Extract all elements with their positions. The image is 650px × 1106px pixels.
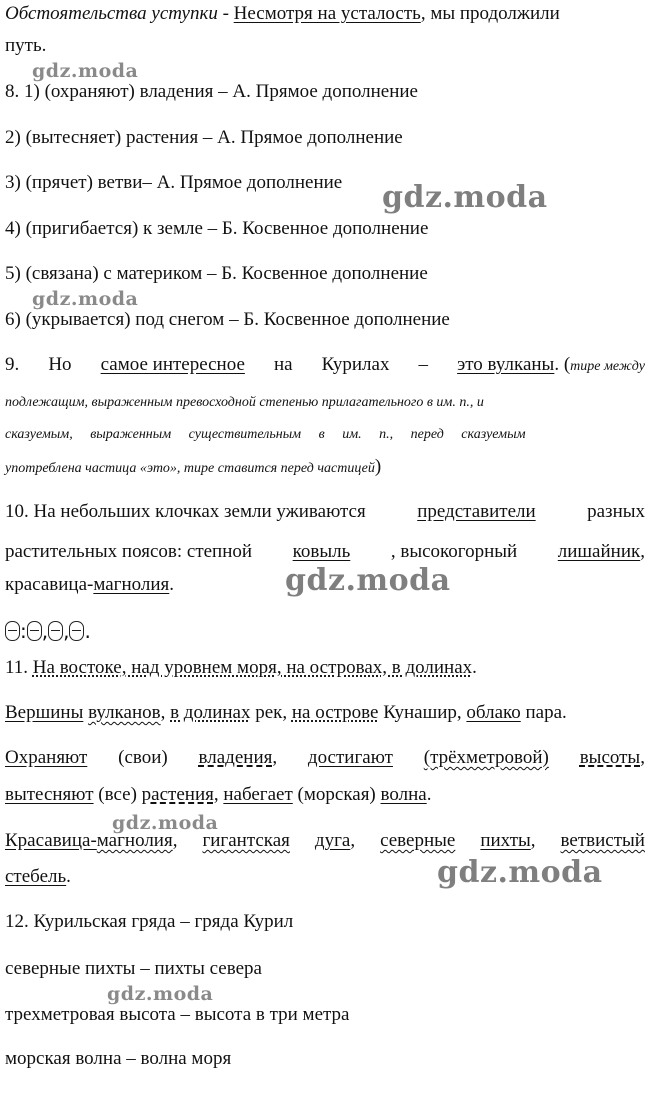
- predicate: набегает: [223, 784, 293, 805]
- text: ,: [350, 830, 356, 851]
- text: (морская): [297, 784, 376, 805]
- subject: лишайник: [557, 541, 641, 562]
- item-9-note-3: сказуемым, выраженным существительным в им. п., перед сказуемым: [5, 427, 526, 442]
- text: рек,: [255, 702, 288, 723]
- subject: представители: [417, 501, 536, 522]
- circle-icon: [48, 621, 63, 641]
- watermark: gdz.moda: [437, 855, 603, 890]
- item-8-2: 2) (вытесняет) растения – А. Прямое дополнение: [5, 127, 403, 148]
- watermark: gdz.moda: [112, 812, 219, 834]
- text: Курилах: [321, 354, 390, 375]
- text: , мы продолжили: [420, 3, 560, 24]
- item-11-line-4: [5, 783, 431, 807]
- watermark: gdz.moda: [32, 288, 139, 310]
- text: пара.: [525, 702, 567, 723]
- item-10-line-3: [5, 573, 174, 597]
- text: красавица-: [5, 574, 94, 595]
- watermark: gdz.moda: [285, 563, 451, 598]
- text: .: [472, 657, 477, 678]
- predicate: Охраняют: [5, 747, 88, 768]
- text: .: [66, 866, 71, 887]
- text: 11.: [5, 657, 29, 678]
- adverbial: на острове: [291, 702, 379, 723]
- item-11-line-2: [5, 701, 567, 725]
- text: .: [426, 784, 432, 805]
- subject: магнолия: [93, 574, 170, 595]
- attribute: ветвистый: [560, 830, 645, 851]
- item-8-5: 5) (связана) с материком – Б. Косвенное дополнение: [5, 263, 428, 284]
- subject: Вершины: [5, 702, 84, 723]
- circle-icon: [69, 621, 84, 641]
- text: .: [84, 619, 91, 643]
- text: ): [374, 456, 382, 477]
- watermark: gdz.moda: [32, 60, 139, 82]
- predicate: вытесняют: [5, 784, 94, 805]
- item-12-2: северные пихты – пихты севера: [5, 958, 262, 979]
- watermark: gdz.moda: [382, 180, 548, 215]
- text-line: путь.: [5, 35, 47, 56]
- text: ,: [172, 830, 178, 851]
- text: (все): [98, 784, 137, 805]
- subject: ковыль: [292, 541, 351, 562]
- text: на: [273, 354, 293, 375]
- item-11-line-6: [5, 865, 71, 889]
- item-12-4: морская волна – волна моря: [5, 1048, 232, 1069]
- predicate: это вулканы: [457, 354, 555, 375]
- item-11-line-3: [5, 746, 645, 770]
- text: ,: [640, 747, 645, 768]
- text: –: [418, 354, 429, 375]
- item-9-note-4: [5, 455, 381, 481]
- text: ,: [63, 619, 70, 643]
- circle-icon: [5, 621, 20, 641]
- item-12-3: трехметровая высота – высота в три метра: [5, 1004, 350, 1025]
- attribute: вулканов: [88, 702, 161, 723]
- text: ,: [530, 830, 536, 851]
- text: .: [169, 574, 175, 595]
- text: ,: [272, 747, 278, 768]
- item-9-line-1: [5, 353, 645, 379]
- sentence-scheme: [5, 619, 91, 643]
- subject: облако: [466, 702, 521, 723]
- watermark: gdz.moda: [107, 983, 214, 1005]
- item-11-line-5: [5, 829, 645, 853]
- predicate: достигают: [307, 747, 393, 768]
- text: растительных поясов: степной: [5, 541, 253, 562]
- text-line: [5, 2, 560, 26]
- text: Кунашир,: [383, 702, 462, 723]
- text: разных: [587, 501, 645, 522]
- item-10-line-2: [5, 540, 645, 564]
- text: . (: [554, 354, 571, 375]
- item-12-1: 12. Курильская гряда – гряда Курил: [5, 911, 294, 932]
- subject: стебель: [5, 866, 67, 887]
- clause-type-label: Обстоятельства уступки: [5, 3, 218, 24]
- text: , высокогорный: [390, 541, 518, 562]
- text: ,: [41, 619, 49, 643]
- note: тире между: [570, 359, 645, 374]
- note: употреблена частица «это», тире ставится перед частицей: [5, 461, 375, 476]
- text: -: [217, 3, 234, 24]
- attribute: гигантская: [202, 830, 290, 851]
- circle-icon: [27, 621, 42, 641]
- attribute: (трёхметровой): [423, 747, 549, 768]
- object: высоты: [579, 747, 641, 768]
- subject: пихты: [480, 830, 531, 851]
- adverbial: в долинах: [170, 702, 251, 723]
- adverbial: На востоке, над уровнем моря, на островах, в долинах: [32, 657, 473, 678]
- text: Но: [48, 354, 72, 375]
- object: владения: [198, 747, 273, 768]
- text: 9.: [5, 354, 20, 375]
- subject: самое интересное: [100, 354, 245, 375]
- subject: волна: [380, 784, 427, 805]
- item-8-3: 3) (прячет) ветви– А. Прямое дополнение: [5, 172, 343, 193]
- item-8-1: 8. 1) (охраняют) владения – А. Прямое дополнение: [5, 81, 418, 102]
- subject: дуга: [314, 830, 351, 851]
- item-10-line-1: [5, 500, 645, 524]
- attribute: магнолия: [96, 830, 173, 851]
- text: ,: [213, 784, 219, 805]
- text: (свои): [118, 747, 168, 768]
- text: 10. На небольших клочках земли уживаются: [5, 501, 366, 522]
- item-8-4: 4) (пригибается) к земле – Б. Косвенное дополнение: [5, 218, 429, 239]
- text: ,: [160, 702, 166, 723]
- text: :: [20, 619, 27, 643]
- item-11-line-1: [5, 656, 477, 680]
- item-8-6: 6) (укрывается) под снегом – Б. Косвенное дополнение: [5, 309, 450, 330]
- attribute: северные: [380, 830, 456, 851]
- item-9-note-2: подлежащим, выраженным превосходной степенью прилагательного в им. п., и: [5, 395, 484, 410]
- object: растения: [141, 784, 214, 805]
- subject: Красавица-: [5, 830, 97, 851]
- text: ,: [640, 541, 645, 562]
- underlined-adverbial: Несмотря на усталость: [233, 3, 421, 24]
